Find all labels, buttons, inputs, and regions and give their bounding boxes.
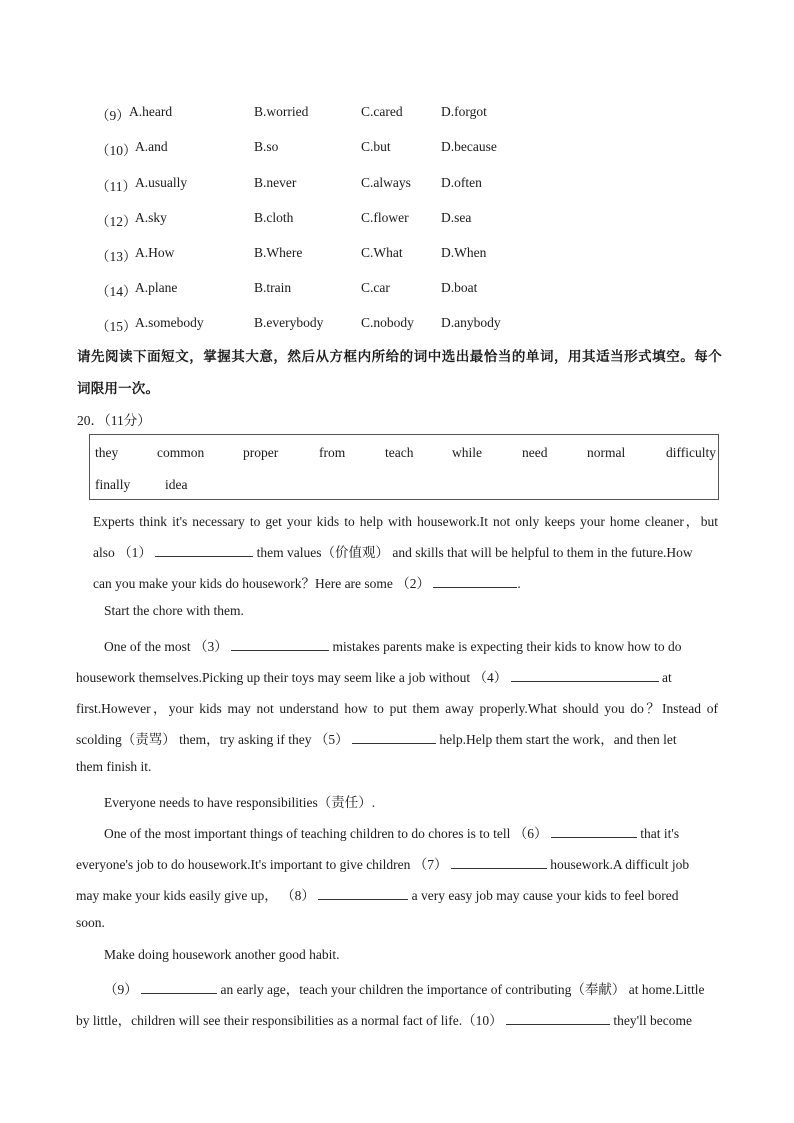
instruction-text [77, 341, 722, 405]
option-number: （11） [96, 179, 136, 194]
answer-blank-3[interactable] [231, 638, 329, 651]
option-b: B.everybody [254, 315, 324, 330]
passage-line [76, 884, 679, 904]
option-a: A.sky [135, 210, 167, 225]
answer-blank-4[interactable] [511, 669, 659, 682]
option-d: D.because [441, 139, 497, 154]
word: common [157, 445, 205, 460]
word: proper [243, 445, 279, 460]
passage-text: that it's [640, 826, 680, 841]
instruction-line: 词限用一次。 [77, 381, 160, 396]
passage-text: housework.A difficult job [550, 857, 690, 872]
answer-blank-2[interactable] [433, 575, 517, 588]
option-number: （9） [96, 108, 130, 123]
passage-text: them values（价值观） and skills that will be helpful to them in the future.How [256, 545, 693, 560]
passage-line [76, 728, 677, 748]
passage-text: by little，children will see their responsibilities as a normal fact of life.（10） [76, 1013, 503, 1028]
word: finally [95, 477, 131, 492]
option-d: D.sea [441, 210, 472, 225]
option-c: C.but [361, 139, 391, 154]
option-d: D.When [441, 245, 487, 260]
passage-text: . [517, 576, 521, 591]
option-b: B.cloth [254, 210, 294, 225]
option-a: A.plane [135, 280, 178, 295]
passage-line [104, 822, 679, 842]
option-c: C.What [361, 245, 403, 260]
option-c: C.nobody [361, 315, 414, 330]
section-heading: Start the chore with them. [104, 603, 244, 618]
passage-text: at [661, 670, 672, 685]
section-heading: Everyone needs to have responsibilities（责任）. [104, 795, 376, 810]
option-b: B.Where [254, 245, 303, 260]
passage-line: soon. [76, 915, 105, 930]
passage-line [104, 635, 682, 655]
passage-text: also （1） [93, 545, 152, 560]
option-c: C.cared [361, 104, 403, 119]
answer-blank-7[interactable] [451, 856, 547, 869]
passage-text: they'll become [613, 1013, 692, 1028]
option-row [0, 175, 794, 195]
answer-blank-8[interactable] [318, 887, 408, 900]
option-c: C.car [361, 280, 390, 295]
passage-line [76, 853, 689, 873]
option-row [0, 280, 794, 300]
option-number: （13） [96, 249, 137, 264]
word-box [89, 434, 719, 500]
word: normal [587, 445, 626, 460]
option-a: A.heard [129, 104, 173, 119]
option-b: B.train [254, 280, 292, 295]
passage-line [76, 1009, 692, 1029]
word: difficulty [666, 445, 716, 460]
passage-text: help.Help them start the work，and then let [439, 732, 677, 747]
passage-text: mistakes parents make is expecting their kids to know how to do [332, 639, 682, 654]
option-c: C.always [361, 175, 411, 190]
answer-blank-9[interactable] [141, 981, 217, 994]
passage-text: housework themselves.Picking up their toys may seem like a job without （4） [76, 670, 508, 685]
option-number: （12） [96, 214, 137, 229]
option-row [0, 139, 794, 159]
passage-text: scolding（责骂） them，try asking if they （5） [76, 732, 349, 747]
word: while [452, 445, 482, 460]
option-d: D.boat [441, 280, 478, 295]
word: teach [385, 445, 414, 460]
answer-blank-6[interactable] [551, 825, 637, 838]
option-row [0, 315, 794, 335]
passage-text: a very easy job may cause your kids to feel bored [411, 888, 679, 903]
passage-line: them finish it. [76, 759, 152, 774]
passage-text: One of the most important things of teaching children to do chores is to tell （6） [104, 826, 548, 841]
passage-line: Experts think it's necessary to get your kids to help with housework.It not only keeps your home cleaner，but [93, 514, 718, 529]
option-c: C.flower [361, 210, 409, 225]
option-number: （14） [96, 284, 137, 299]
question-label: 20．（11分） [77, 413, 151, 428]
passage-text: everyone's job to do housework.It's important to give children （7） [76, 857, 448, 872]
passage-line [104, 978, 704, 998]
option-a: A.How [135, 245, 175, 260]
passage-text: an early age，teach your children the importance of contributing（奉献） at home.Little [220, 982, 705, 997]
answer-blank-5[interactable] [352, 731, 436, 744]
option-number: （15） [96, 319, 137, 334]
option-d: D.anybody [441, 315, 501, 330]
passage-line [76, 666, 672, 686]
option-a: A.somebody [135, 315, 204, 330]
passage-text: （9） [104, 982, 138, 997]
option-a: A.usually [135, 175, 188, 190]
passage-text: One of the most （3） [104, 639, 228, 654]
answer-blank-1[interactable] [155, 544, 253, 557]
option-row [0, 210, 794, 230]
passage-line [93, 541, 693, 561]
option-b: B.never [254, 175, 297, 190]
option-a: A.and [135, 139, 168, 154]
word: from [319, 445, 346, 460]
option-row [0, 104, 794, 124]
option-row [0, 245, 794, 265]
word: they [95, 445, 119, 460]
answer-blank-10[interactable] [506, 1012, 610, 1025]
option-d: D.forgot [441, 104, 487, 119]
word: idea [165, 477, 188, 492]
instruction-line: 请先阅读下面短文，掌握其大意，然后从方框内所给的词中选出最恰当的单词，用其适当形式填空。每个 [77, 349, 722, 364]
passage-text: may make your kids easily give up， （8） [76, 888, 315, 903]
section-heading: Make doing housework another good habit. [104, 947, 340, 962]
passage-line: first.However，your kids may not understand how to put them away properly.What should you do？Instead of [76, 701, 718, 716]
option-b: B.so [254, 139, 279, 154]
option-b: B.worried [254, 104, 309, 119]
word: need [522, 445, 548, 460]
option-number: （10） [96, 143, 137, 158]
passage-line [93, 572, 521, 592]
option-d: D.often [441, 175, 482, 190]
passage-text: can you make your kids do housework？Here are some （2） [93, 576, 431, 591]
